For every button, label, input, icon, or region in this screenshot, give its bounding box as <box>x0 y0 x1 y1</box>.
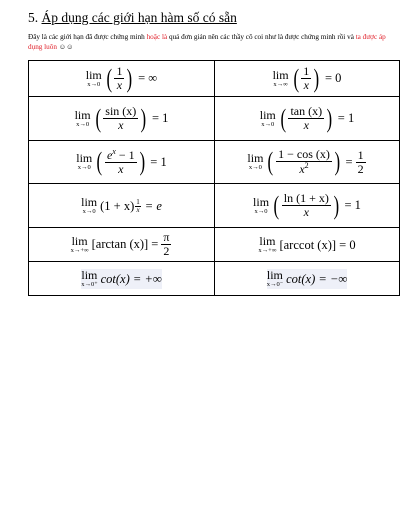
intro-paragraph <box>28 33 388 52</box>
intro-smileys: ☺☺ <box>56 42 74 51</box>
limit-cell: lim x→+∞ [arctan (x)] = $\frac{\pi}{2}$ <box>29 228 215 262</box>
table-row <box>29 61 400 97</box>
limit-cell: lim x→0 ( $\frac{e^x - 1}{x}$ ) = 1 <box>29 141 215 184</box>
table-row <box>29 228 400 262</box>
section-heading <box>28 10 237 26</box>
table-row <box>29 141 400 184</box>
limit-cell: lim x→0 ( $\frac{1}{x}$ ) = ∞ <box>29 61 215 97</box>
limit-cell: lim x→∞ ( $\frac{1}{x}$ ) = 0 <box>215 61 400 97</box>
section-title: Áp dụng các giới hạn hàm số có sẵn <box>41 10 237 25</box>
section-number: 5. <box>28 10 39 25</box>
table-row <box>29 262 400 296</box>
limit-cell: lim x→0 ( $\frac{1 - \cos (x)}{x^2}$ ) = $\frac{1}{2}$ <box>215 141 400 184</box>
intro-text-red-1: hoặc là <box>146 33 168 41</box>
limit-cell: lim x→0 (1 + x) $\frac{1}{x}$ = e <box>29 184 215 228</box>
limit-cell: lim x→0⁻ cot(x) = −∞ <box>215 262 400 296</box>
limit-cell: lim x→0 ( $\frac{\sin (x)}{x}$ ) = 1 <box>29 97 215 141</box>
limit-cell: lim x→0⁺ cot(x) = +∞ <box>29 262 215 296</box>
limit-cell: lim x→0 ( $\frac{\tan (x)}{x}$ ) = 1 <box>215 97 400 141</box>
intro-text-1: Đây là các giới hạn đã được chứng minh <box>28 33 147 41</box>
intro-text-2: quá đơn giản nên các thầy cô coi như là được chứng minh rồi và <box>167 33 356 41</box>
intro-text-red-2: ta được áp dụng luôn <box>28 33 386 51</box>
table-row <box>29 184 400 228</box>
table-row <box>29 97 400 141</box>
limits-table <box>28 60 400 296</box>
limit-cell: lim x→+∞ [arccot (x)] = 0 <box>215 228 400 262</box>
limit-cell: lim x→0 ( $\frac{\ln (1 + x)}{x}$ ) = 1 <box>215 184 400 228</box>
